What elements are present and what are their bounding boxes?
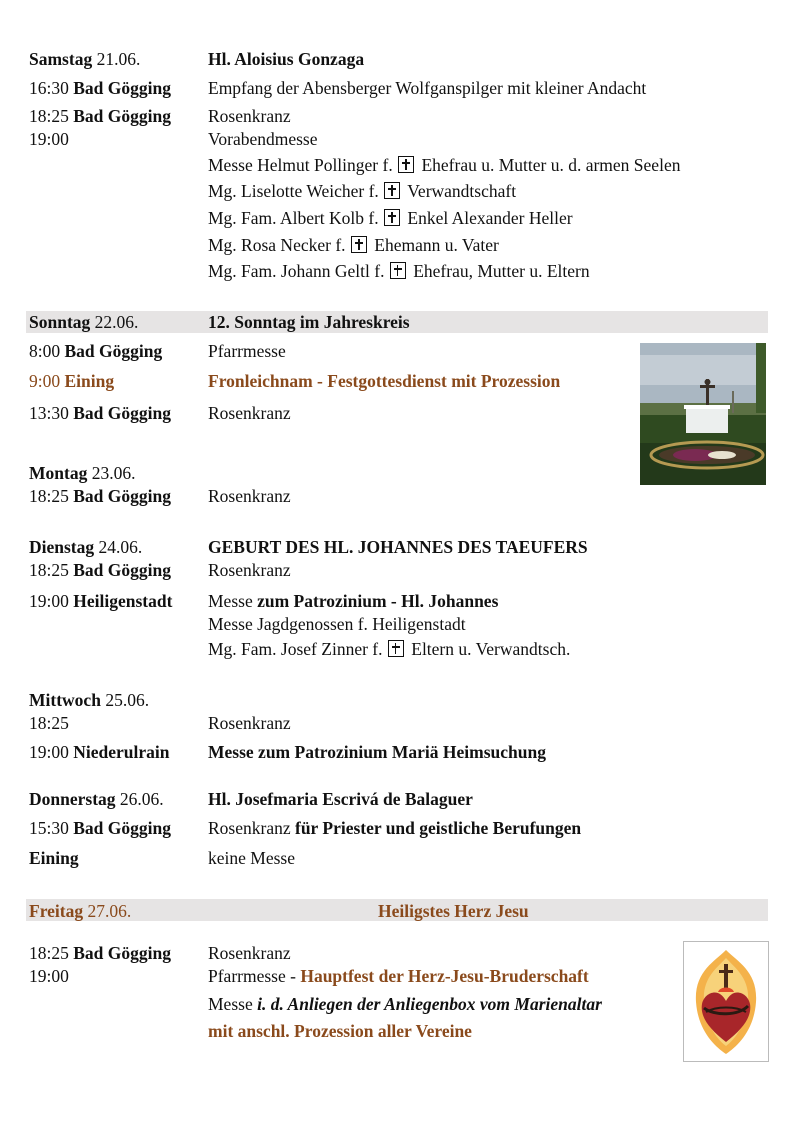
feast-title-samstag: Hl. Aloisius Gonzaga xyxy=(208,49,365,69)
feast-title-dienstag: GEBURT DES HL. JOHANNES DES TAEUFERS xyxy=(208,537,588,557)
mass-intention: Mg. Rosa Necker f. Ehemann u. Vater xyxy=(208,235,499,255)
service-text: Pfarrmesse - Hauptfest der Herz-Jesu-Bruderschaft xyxy=(208,966,589,986)
time: 19:00 xyxy=(29,966,69,986)
day-heading-montag: Montag 23.06. xyxy=(29,463,136,483)
feast-title-donnerstag: Hl. Josefmaria Escrivá de Balaguer xyxy=(208,789,473,809)
place: Eining xyxy=(29,848,79,868)
cross-box-icon xyxy=(351,236,367,253)
time-place: 18:25 Bad Gögging xyxy=(29,486,171,506)
feast-title-sonntag: 12. Sonntag im Jahreskreis xyxy=(208,312,410,332)
cross-box-icon xyxy=(384,182,400,199)
service-text: Rosenkranz xyxy=(208,560,291,580)
service-text: Rosenkranz xyxy=(208,486,291,506)
time-place: 8:00 Bad Gögging xyxy=(29,341,163,361)
day-heading-donnerstag: Donnerstag 26.06. xyxy=(29,789,164,809)
cross-box-icon xyxy=(388,640,404,657)
sacred-heart-image xyxy=(683,941,769,1062)
service-text: Messe zum Patrozinium Mariä Heimsuchung xyxy=(208,742,546,762)
mass-intention: Messe Helmut Pollinger f. Ehefrau u. Mutter u. d. armen Seelen xyxy=(208,155,681,175)
service-text: Empfang der Abensberger Wolfganspilger mit kleiner Andacht xyxy=(208,78,647,98)
time-place: 18:25 Bad Gögging xyxy=(29,106,171,126)
time-place: 19:00 Niederulrain xyxy=(29,742,170,762)
time-place: 9:00 Eining xyxy=(29,371,115,391)
corpus-christi-altar-photo xyxy=(640,343,766,485)
cross-box-icon xyxy=(390,262,406,279)
service-text: Rosenkranz für Priester und geistliche Berufungen xyxy=(208,818,582,838)
day-heading-mittwoch: Mittwoch 25.06. xyxy=(29,690,150,710)
service-text: Messe zum Patrozinium - Hl. Johannes xyxy=(208,591,499,611)
service-text: keine Messe xyxy=(208,848,295,868)
service-text: Vorabendmesse xyxy=(208,129,318,149)
day-heading-samstag: Samstag 21.06. xyxy=(29,49,141,69)
feast-title-freitag: Heiligstes Herz Jesu xyxy=(378,901,529,921)
time-place: 13:30 Bad Gögging xyxy=(29,403,171,423)
day-heading-freitag: Freitag 27.06. xyxy=(29,901,132,921)
service-text: Rosenkranz xyxy=(208,106,291,126)
day-heading-sonntag: Sonntag 22.06. xyxy=(29,312,139,332)
time-place: 16:30 Bad Gögging xyxy=(29,78,171,98)
day-heading-dienstag: Dienstag 24.06. xyxy=(29,537,143,557)
time-place: 19:00 Heiligenstadt xyxy=(29,591,173,611)
mass-intention: Mg. Fam. Johann Geltl f. Ehefrau, Mutter u. Eltern xyxy=(208,261,590,281)
service-text: Rosenkranz xyxy=(208,403,291,423)
service-text: Fronleichnam - Festgottesdienst mit Prozession xyxy=(208,371,561,391)
time: 19:00 xyxy=(29,129,69,149)
mass-intention: Mg. Liselotte Weicher f. Verwandtschaft xyxy=(208,181,517,201)
service-text: Rosenkranz xyxy=(208,943,291,963)
mass-intention: Mg. Fam. Albert Kolb f. Enkel Alexander Heller xyxy=(208,208,573,228)
cross-box-icon xyxy=(384,209,400,226)
service-text: Rosenkranz xyxy=(208,713,291,733)
time-place: 18:25 Bad Gögging xyxy=(29,560,171,580)
service-text: Messe i. d. Anliegen der Anliegenbox vom Marienaltar xyxy=(208,994,602,1014)
mass-intention: Messe Jagdgenossen f. Heiligenstadt xyxy=(208,614,466,634)
service-text: Pfarrmesse xyxy=(208,341,286,361)
service-text: mit anschl. Prozession aller Vereine xyxy=(208,1021,472,1041)
cross-box-icon xyxy=(398,156,414,173)
time-place: 18:25 Bad Gögging xyxy=(29,943,171,963)
time: 18:25 xyxy=(29,713,69,733)
time-place: 15:30 Bad Gögging xyxy=(29,818,171,838)
mass-intention: Mg. Fam. Josef Zinner f. Eltern u. Verwandtsch. xyxy=(208,639,571,659)
